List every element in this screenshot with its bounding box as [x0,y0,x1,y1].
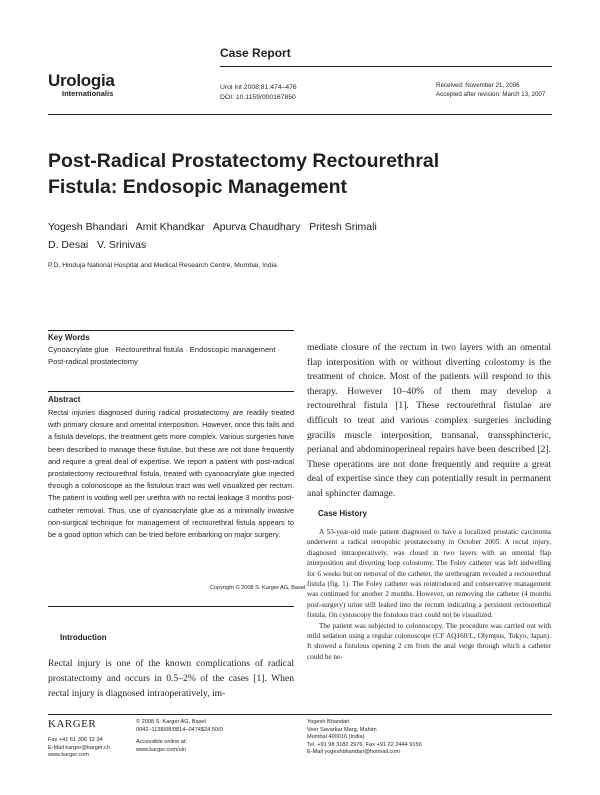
corr-address: Mumbai 400016 (India) [307,734,365,741]
publisher-email[interactable]: E-Mail karger@karger.ch [48,744,110,751]
citation-line: Urol Int 2008;81:474–476 [220,84,297,91]
corr-address: Veer Savarkar Marg, Mahim [307,726,377,733]
body-text-continued: mediate closure of the rectum in two layers with an omental flap interposition with or without diverting colostomy is the treatment of choice. Most of the patients will respond to this therapy. However 10–40% of them may develop a rectourethral fistula [1]. These rectourethral fistulae are difficult to treat and various complex surgeries including gracilis muscle interposition, transanal, transsphincteric, perianal and abdominoperineal repairs have been described [2]. These operations are not done frequently and require a great deal of expertise since they can potentially result in permanent anal sphincter damage. [307,342,551,499]
dates-block [436,81,545,99]
case-paragraph: A 53-year-old male patient diagnosed to have a localized prostatic carcinoma underwent a radical retropubic prostatectomy in October 2005. A rectal injury, diagnosed intraoperatively, was closed in two layers with an omental flap interposition and diverting loop colostomy. The Foley catheter was left indwelling for 6 weeks but on removal of the catheter, the urethrogram revealed a rectourethral fistula (fig. 1). The Foley catheter was reintroduced and conservative management was continued for another 2 months. However, on removing the catheter (4 months post-surgery) urine still leaked into the rectum indicating a persistent rectourethral fistula. On cystoscopy the fistulous tract could not be visualized. [307,528,551,620]
publisher-contact [48,737,110,760]
copyright-line: © 2008 S. Karger AG, Basel [136,719,206,725]
case-history-heading: Case History [318,509,367,518]
article-title [48,148,568,200]
introduction-text: Rectal injury is one of the known complications of radical prostatectomy and occurs in 0.5–2% of the cases [1]. When rectal injury is diagnosed intraoperatively, im- [48,658,294,699]
accepted-date: Accepted after revision: March 13, 2007 [436,91,546,98]
abstract-end-rule [48,606,294,607]
title-line: Post-Radical Prostatectomy Rectourethral [48,150,440,172]
case-paragraph: The patient was subjected to colonoscopy. The procedure was carried out with mild sedation using a regular colonoscope (CF AQ160/L, Olympus, Tokyo, Japan). It showed a fistulous opening 2 cm from the anal verge through which a catheter could be ne- [307,621,551,661]
authors-line: Yogesh Bhandari Amit Khandkar Apurva Chaudhary Pritesh Srimali [48,221,377,233]
keywords-heading: Key Words [48,333,90,342]
accessible-label: Accessible online at: [136,739,187,746]
case-history-text [307,527,551,662]
publisher-web[interactable]: www.karger.com [48,752,90,759]
publisher-logo: KARGER [48,718,97,730]
publisher-fax: Fax +41 61 306 12 34 [48,737,103,743]
citation-block [220,83,297,103]
title-line: Fistula: Endosopic Management [48,176,348,198]
received-date: Received: November 21, 2006 [436,82,520,89]
footer-rule [48,714,552,715]
issn-line: 0042–1138/08/0814–0474$24.50/0 [136,726,223,733]
journal-logo-subname: Internationalis [62,89,114,98]
keywords-rule [48,330,294,331]
header-rule [220,66,552,67]
journal-logo-name: Urologia [48,71,115,90]
affiliation: P.D. Hinduja National Hospital and Medical Research Centre, Mumbai, India [48,262,277,269]
introduction-heading: Introduction [60,633,107,642]
section-label: Case Report [220,46,291,60]
corr-email[interactable]: E-Mail yogeshbhandari@hotmail.com [307,749,401,756]
author-list [48,218,528,254]
correspondence-block [307,719,422,757]
title-rule [48,114,552,115]
journal-url[interactable]: www.karger.com/uin [136,746,187,753]
keywords-text: Cynoacrylate glue · Rectourethral fistula · Endoscopic management · Post-radical prostatectomy [48,345,281,366]
abstract-rule [48,391,294,392]
copyright-block [136,719,223,754]
authors-line: D. Desai V. Srinivas [48,239,147,251]
abstract-copyright: Copyright © 2008 S. Karger AG, Basel [210,585,306,591]
abstract-text: Rectal injuries diagnosed during radical prostatectomy are readily treated with primary closure and omental interposition. However, once this fails and a fistula develops, the treatment gets more complex. Various surgeries have been described to manage these fistulae, but these are not done frequently and require a great deal of expertise. We report a patient with post-radical prostatectomy rectourethral fistula, treated with cyanoacrylate glue injected through a colonoscope as the fistulous tract was well visualized per rectum. The patient is voiding well per urethra with no rectal leakage 3 months post-catheter removal. Thus, use of cyanoacrylate glue as a minimally invasive non-surgical technique for management of rectourethral fistula appears to be a good option which can be tried before embarking on major surgery. [48,408,294,540]
corr-phone: Tel. +91 98 3182 2976, Fax +91 22 2444 9156 [307,741,422,748]
corr-name: Yogesh Bhandari [307,719,350,725]
doi-line: DOI: 10.1159/000167850 [220,94,296,101]
abstract-heading: Abstract [48,395,81,404]
